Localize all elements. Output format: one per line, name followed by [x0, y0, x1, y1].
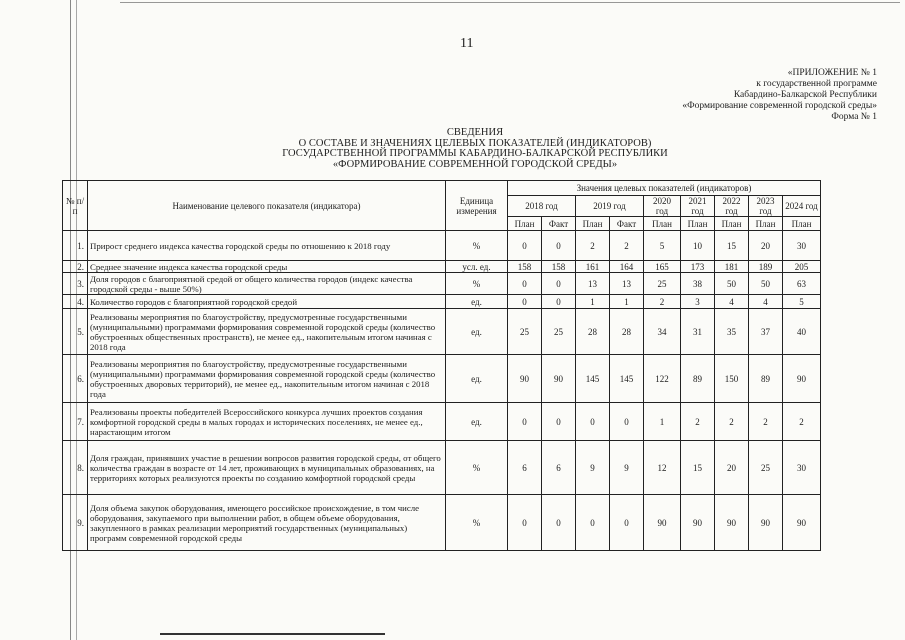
value-cell: 90 — [542, 355, 576, 403]
indicator-name: Доля граждан, принявших участие в решении вопросов развития городской среды, от общего количества граждан в возрасте от 14 лет, проживающих в муниципальных образованиях, на территориях которых реализуются проекты по созданию комфортной городской среды — [88, 441, 446, 495]
header-unit: Единица измерения — [446, 181, 508, 231]
indicator-name: Доля городов с благоприятной средой от общего количества городов (индекс качества городской среды - выше 50%) — [88, 273, 446, 295]
value-cell: 25 — [749, 441, 783, 495]
value-cell: 90 — [783, 355, 821, 403]
header-num: № п/п — [63, 181, 88, 231]
value-cell: 0 — [610, 495, 644, 551]
value-cell: 40 — [783, 309, 821, 355]
value-cell: 1 — [576, 295, 610, 309]
value-cell: 0 — [542, 273, 576, 295]
header-year: 2023 год — [749, 196, 783, 217]
header-year: 2021 год — [681, 196, 715, 217]
value-cell: 122 — [644, 355, 681, 403]
value-cell: 9 — [610, 441, 644, 495]
header-sub: Факт — [542, 217, 576, 231]
row-number: 6. — [63, 355, 88, 403]
value-cell: 0 — [576, 403, 610, 441]
value-cell: 2 — [644, 295, 681, 309]
value-cell: 0 — [576, 495, 610, 551]
value-cell: 50 — [715, 273, 749, 295]
indicator-name: Реализованы проекты победителей Всероссийского конкурса лучших проектов создания комфортной городской среды в малых городах и исторических поселениях, не менее ед., нарастающим итогом — [88, 403, 446, 441]
row-number: 4. — [63, 295, 88, 309]
value-cell: 181 — [715, 261, 749, 273]
value-cell: 1 — [644, 403, 681, 441]
title-line: О СОСТАВЕ И ЗНАЧЕНИЯХ ЦЕЛЕВЫХ ПОКАЗАТЕЛЕЙ (ИНДИКАТОРОВ) — [298, 137, 652, 149]
value-cell: 15 — [681, 441, 715, 495]
value-cell: 1 — [610, 295, 644, 309]
unit-cell: ед. — [446, 295, 508, 309]
value-cell: 0 — [542, 403, 576, 441]
value-cell: 0 — [508, 273, 542, 295]
value-cell: 2 — [610, 231, 644, 261]
value-cell: 63 — [783, 273, 821, 295]
header-sub: План — [681, 217, 715, 231]
row-number: 5. — [63, 309, 88, 355]
value-cell: 145 — [576, 355, 610, 403]
header-year: 2024 год — [783, 196, 821, 217]
value-cell: 10 — [681, 231, 715, 261]
appendix-block — [682, 68, 877, 123]
value-cell: 13 — [576, 273, 610, 295]
value-cell: 25 — [644, 273, 681, 295]
header-year: 2022 год — [715, 196, 749, 217]
unit-cell: % — [446, 441, 508, 495]
table-row — [63, 441, 821, 495]
indicator-name: Реализованы мероприятия по благоустройству, предусмотренные государственными (муниципальными) программами формирования современной городской среды (количество обустроенных дворовых территорий), не менее ед., накопительным итогом начиная с 2018 года — [88, 355, 446, 403]
form-label: Форма № 1 — [831, 112, 877, 122]
value-cell: 2 — [576, 231, 610, 261]
value-cell: 6 — [508, 441, 542, 495]
value-cell: 0 — [610, 403, 644, 441]
table-row — [63, 495, 821, 551]
value-cell: 12 — [644, 441, 681, 495]
unit-cell: ед. — [446, 355, 508, 403]
value-cell: 173 — [681, 261, 715, 273]
header-year: 2018 год — [508, 196, 576, 217]
title-line: ГОСУДАРСТВЕННОЙ ПРОГРАММЫ КАБАРДИНО-БАЛКАРСКОЙ РЕСПУБЛИКИ — [282, 148, 668, 159]
footer-line — [160, 633, 385, 635]
value-cell: 5 — [644, 231, 681, 261]
unit-cell: % — [446, 231, 508, 261]
unit-cell: % — [446, 273, 508, 295]
value-cell: 6 — [542, 441, 576, 495]
value-cell: 158 — [542, 261, 576, 273]
indicator-name: Прирост среднего индекса качества городской среды по отношению к 2018 году — [88, 231, 446, 261]
value-cell: 2 — [715, 403, 749, 441]
value-cell: 9 — [576, 441, 610, 495]
value-cell: 165 — [644, 261, 681, 273]
header-sub: План — [508, 217, 542, 231]
value-cell: 50 — [749, 273, 783, 295]
row-number: 9. — [63, 495, 88, 551]
value-cell: 164 — [610, 261, 644, 273]
value-cell: 20 — [715, 441, 749, 495]
value-cell: 28 — [610, 309, 644, 355]
value-cell: 31 — [681, 309, 715, 355]
table-row — [63, 273, 821, 295]
value-cell: 0 — [508, 495, 542, 551]
header-year: 2020 год — [644, 196, 681, 217]
value-cell: 35 — [715, 309, 749, 355]
value-cell: 0 — [508, 295, 542, 309]
value-cell: 20 — [749, 231, 783, 261]
value-cell: 0 — [542, 295, 576, 309]
table-row — [63, 403, 821, 441]
value-cell: 4 — [749, 295, 783, 309]
value-cell: 30 — [783, 441, 821, 495]
value-cell: 158 — [508, 261, 542, 273]
value-cell: 28 — [576, 309, 610, 355]
value-cell: 38 — [681, 273, 715, 295]
header-year: 2019 год — [576, 196, 644, 217]
header-sub: План — [576, 217, 610, 231]
value-cell: 189 — [749, 261, 783, 273]
indicator-name: Доля объема закупок оборудования, имеющего российское происхождение, в том числе оборудования, закупаемого при выполнении работ, в общем объеме оборудования, закупленного в рамках реализации мероприятий государственных (муниципальных) программ современной городской среды — [88, 495, 446, 551]
value-cell: 5 — [783, 295, 821, 309]
row-number: 7. — [63, 403, 88, 441]
header-sub: План — [783, 217, 821, 231]
value-cell: 89 — [749, 355, 783, 403]
value-cell: 90 — [644, 495, 681, 551]
table-row — [63, 261, 821, 273]
value-cell: 15 — [715, 231, 749, 261]
table-row — [63, 231, 821, 261]
value-cell: 205 — [783, 261, 821, 273]
table-row — [63, 355, 821, 403]
row-number: 2. — [63, 261, 88, 273]
value-cell: 0 — [542, 231, 576, 261]
unit-cell: ед. — [446, 309, 508, 355]
value-cell: 0 — [542, 495, 576, 551]
value-cell: 13 — [610, 273, 644, 295]
unit-cell: % — [446, 495, 508, 551]
value-cell: 90 — [715, 495, 749, 551]
value-cell: 25 — [508, 309, 542, 355]
indicator-name: Реализованы мероприятия по благоустройству, предусмотренные государственными (муниципальными) программами формирования современной городской среды (количество обустроенных общественных пространств), не менее ед., накопительным итогом начиная с 2018 года — [88, 309, 446, 355]
value-cell: 25 — [542, 309, 576, 355]
value-cell: 2 — [681, 403, 715, 441]
value-cell: 90 — [508, 355, 542, 403]
header-sub: План — [644, 217, 681, 231]
table-row — [63, 309, 821, 355]
unit-cell: усл. ед. — [446, 261, 508, 273]
value-cell: 34 — [644, 309, 681, 355]
document-title — [210, 128, 740, 170]
value-cell: 161 — [576, 261, 610, 273]
value-cell: 145 — [610, 355, 644, 403]
header-name: Наименование целевого показателя (индикатора) — [88, 181, 446, 231]
row-number: 8. — [63, 441, 88, 495]
scan-line-top — [120, 2, 900, 3]
appendix-line: «Формирование современной городской среды» — [682, 101, 877, 111]
indicators-table — [62, 180, 821, 551]
unit-cell: ед. — [446, 403, 508, 441]
value-cell: 0 — [508, 403, 542, 441]
appendix-line: к государственной программе — [756, 79, 877, 89]
value-cell: 4 — [715, 295, 749, 309]
table-row — [63, 295, 821, 309]
appendix-line: Кабардино-Балкарской Республики — [733, 90, 877, 100]
title-line: СВЕДЕНИЯ — [446, 127, 504, 138]
value-cell: 37 — [749, 309, 783, 355]
row-number: 3. — [63, 273, 88, 295]
value-cell: 90 — [783, 495, 821, 551]
appendix-line: «ПРИЛОЖЕНИЕ № 1 — [787, 68, 877, 78]
value-cell: 0 — [508, 231, 542, 261]
header-sub: Факт — [610, 217, 644, 231]
value-cell: 150 — [715, 355, 749, 403]
title-line: «ФОРМИРОВАНИЕ СОВРЕМЕННОЙ ГОРОДСКОЙ СРЕДЫ» — [332, 158, 618, 170]
value-cell: 30 — [783, 231, 821, 261]
value-cell: 90 — [749, 495, 783, 551]
header-sub: План — [715, 217, 749, 231]
header-values: Значения целевых показателей (индикаторов) — [508, 181, 821, 196]
header-sub: План — [749, 217, 783, 231]
indicator-name: Количество городов с благоприятной городской средой — [88, 295, 446, 309]
value-cell: 2 — [783, 403, 821, 441]
indicator-name: Среднее значение индекса качества городской среды — [88, 261, 446, 273]
value-cell: 2 — [749, 403, 783, 441]
value-cell: 3 — [681, 295, 715, 309]
page-number: 11 — [460, 36, 474, 51]
value-cell: 90 — [681, 495, 715, 551]
row-number: 1. — [63, 231, 88, 261]
value-cell: 89 — [681, 355, 715, 403]
